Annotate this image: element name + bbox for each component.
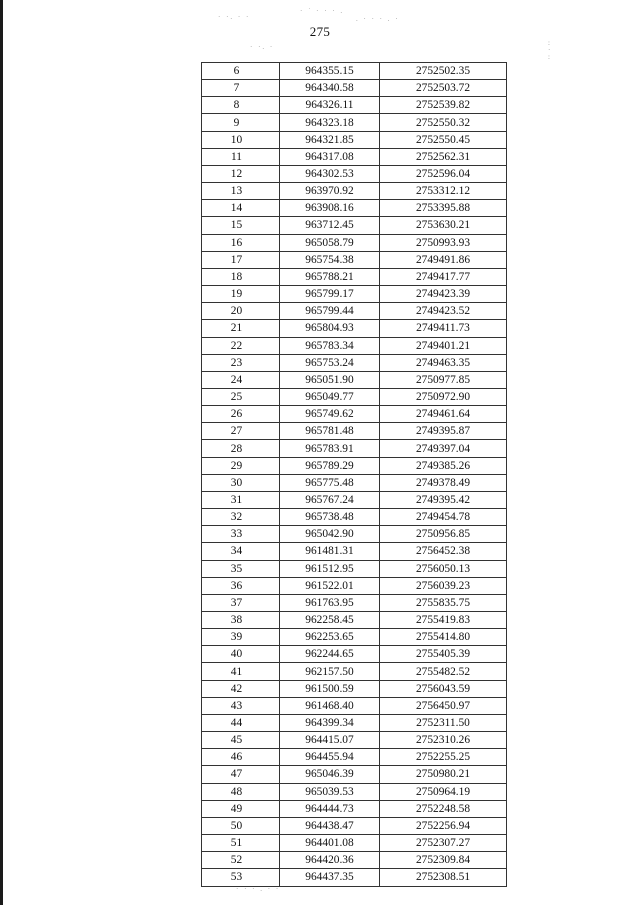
table-row bbox=[202, 474, 507, 491]
x-coordinate-cell: 965754.38 bbox=[280, 251, 380, 268]
y-coordinate-cell: 2753395.88 bbox=[380, 200, 507, 217]
point-number-cell: 48 bbox=[202, 783, 280, 800]
point-number-cell: 28 bbox=[202, 440, 280, 457]
table-row bbox=[202, 817, 507, 834]
x-coordinate-cell: 965046.39 bbox=[280, 766, 380, 783]
point-number-cell: 42 bbox=[202, 680, 280, 697]
x-coordinate-cell: 962157.50 bbox=[280, 663, 380, 680]
table-row bbox=[202, 491, 507, 508]
x-coordinate-cell: 964415.07 bbox=[280, 732, 380, 749]
y-coordinate-cell: 2755835.75 bbox=[380, 594, 507, 611]
point-number-cell: 15 bbox=[202, 217, 280, 234]
y-coordinate-cell: 2756450.97 bbox=[380, 697, 507, 714]
point-number-cell: 13 bbox=[202, 183, 280, 200]
x-coordinate-cell: 964401.08 bbox=[280, 835, 380, 852]
y-coordinate-cell: 2750956.85 bbox=[380, 526, 507, 543]
point-number-cell: 53 bbox=[202, 869, 280, 886]
table-row bbox=[202, 114, 507, 131]
y-coordinate-cell: 2752311.50 bbox=[380, 714, 507, 731]
x-coordinate-cell: 965738.48 bbox=[280, 509, 380, 526]
y-coordinate-cell: 2750993.93 bbox=[380, 234, 507, 251]
table-row bbox=[202, 663, 507, 680]
point-number-cell: 25 bbox=[202, 388, 280, 405]
y-coordinate-cell: 2753312.12 bbox=[380, 183, 507, 200]
x-coordinate-cell: 961481.31 bbox=[280, 543, 380, 560]
y-coordinate-cell: 2749411.73 bbox=[380, 320, 507, 337]
x-coordinate-cell: 964399.34 bbox=[280, 714, 380, 731]
y-coordinate-cell: 2749385.26 bbox=[380, 457, 507, 474]
point-number-cell: 21 bbox=[202, 320, 280, 337]
x-coordinate-cell: 961522.01 bbox=[280, 577, 380, 594]
table-row bbox=[202, 852, 507, 869]
point-number-cell: 41 bbox=[202, 663, 280, 680]
table-row bbox=[202, 268, 507, 285]
x-coordinate-cell: 965051.90 bbox=[280, 371, 380, 388]
point-number-cell: 50 bbox=[202, 817, 280, 834]
y-coordinate-cell: 2749401.21 bbox=[380, 337, 507, 354]
table-row bbox=[202, 526, 507, 543]
point-number-cell: 14 bbox=[202, 200, 280, 217]
x-coordinate-cell: 961763.95 bbox=[280, 594, 380, 611]
x-coordinate-cell: 965781.48 bbox=[280, 423, 380, 440]
x-coordinate-cell: 964455.94 bbox=[280, 749, 380, 766]
scan-artifact: · · · . · · bbox=[236, 885, 281, 893]
table-row bbox=[202, 714, 507, 731]
point-number-cell: 37 bbox=[202, 594, 280, 611]
point-number-cell: 44 bbox=[202, 714, 280, 731]
point-number-cell: 23 bbox=[202, 354, 280, 371]
table-row bbox=[202, 388, 507, 405]
y-coordinate-cell: 2750972.90 bbox=[380, 388, 507, 405]
point-number-cell: 47 bbox=[202, 766, 280, 783]
y-coordinate-cell: 2752307.27 bbox=[380, 835, 507, 852]
point-number-cell: 46 bbox=[202, 749, 280, 766]
table-row bbox=[202, 612, 507, 629]
y-coordinate-cell: 2755414.80 bbox=[380, 629, 507, 646]
table-row bbox=[202, 63, 507, 80]
table-row bbox=[202, 80, 507, 97]
point-number-cell: 32 bbox=[202, 509, 280, 526]
table-row bbox=[202, 337, 507, 354]
table-row bbox=[202, 732, 507, 749]
x-coordinate-cell: 962253.65 bbox=[280, 629, 380, 646]
point-number-cell: 45 bbox=[202, 732, 280, 749]
point-number-cell: 51 bbox=[202, 835, 280, 852]
y-coordinate-cell: 2756043.59 bbox=[380, 680, 507, 697]
y-coordinate-cell: 2749454.78 bbox=[380, 509, 507, 526]
x-coordinate-cell: 965775.48 bbox=[280, 474, 380, 491]
x-coordinate-cell: 965767.24 bbox=[280, 491, 380, 508]
table-row bbox=[202, 406, 507, 423]
x-coordinate-cell: 961512.95 bbox=[280, 560, 380, 577]
y-coordinate-cell: 2756050.13 bbox=[380, 560, 507, 577]
x-coordinate-cell: 965799.44 bbox=[280, 303, 380, 320]
point-number-cell: 39 bbox=[202, 629, 280, 646]
point-number-cell: 35 bbox=[202, 560, 280, 577]
x-coordinate-cell: 963970.92 bbox=[280, 183, 380, 200]
y-coordinate-cell: 2752310.26 bbox=[380, 732, 507, 749]
point-number-cell: 40 bbox=[202, 646, 280, 663]
point-number-cell: 43 bbox=[202, 697, 280, 714]
table-row bbox=[202, 800, 507, 817]
scan-artifact: . · · · . · bbox=[356, 15, 400, 23]
table-row bbox=[202, 217, 507, 234]
table-row bbox=[202, 440, 507, 457]
table-row bbox=[202, 577, 507, 594]
point-number-cell: 8 bbox=[202, 97, 280, 114]
point-number-cell: 30 bbox=[202, 474, 280, 491]
table-row bbox=[202, 543, 507, 560]
point-number-cell: 31 bbox=[202, 491, 280, 508]
scan-left-edge bbox=[0, 0, 3, 905]
y-coordinate-cell: 2749378.49 bbox=[380, 474, 507, 491]
y-coordinate-cell: 2749417.77 bbox=[380, 268, 507, 285]
y-coordinate-cell: 2752503.72 bbox=[380, 80, 507, 97]
scan-artifact: : · : bbox=[548, 39, 553, 61]
y-coordinate-cell: 2756039.23 bbox=[380, 577, 507, 594]
point-number-cell: 38 bbox=[202, 612, 280, 629]
y-coordinate-cell: 2749463.35 bbox=[380, 354, 507, 371]
y-coordinate-cell: 2749423.52 bbox=[380, 303, 507, 320]
y-coordinate-cell: 2749491.86 bbox=[380, 251, 507, 268]
table-row bbox=[202, 594, 507, 611]
point-number-cell: 22 bbox=[202, 337, 280, 354]
point-number-cell: 36 bbox=[202, 577, 280, 594]
point-number-cell: 29 bbox=[202, 457, 280, 474]
point-number-cell: 27 bbox=[202, 423, 280, 440]
table-row bbox=[202, 646, 507, 663]
scan-artifact: · ˙ · · · . bbox=[300, 7, 345, 15]
table-row bbox=[202, 251, 507, 268]
table-row bbox=[202, 783, 507, 800]
x-coordinate-cell: 965049.77 bbox=[280, 388, 380, 405]
x-coordinate-cell: 965753.24 bbox=[280, 354, 380, 371]
point-number-cell: 52 bbox=[202, 852, 280, 869]
point-number-cell: 49 bbox=[202, 800, 280, 817]
y-coordinate-cell: 2750977.85 bbox=[380, 371, 507, 388]
table-row bbox=[202, 320, 507, 337]
table-row bbox=[202, 629, 507, 646]
point-number-cell: 6 bbox=[202, 63, 280, 80]
x-coordinate-cell: 965783.34 bbox=[280, 337, 380, 354]
point-number-cell: 10 bbox=[202, 131, 280, 148]
table-row bbox=[202, 303, 507, 320]
page-number: 275 bbox=[309, 24, 331, 39]
point-number-cell: 17 bbox=[202, 251, 280, 268]
table-row bbox=[202, 835, 507, 852]
y-coordinate-cell: 2755482.52 bbox=[380, 663, 507, 680]
y-coordinate-cell: 2752596.04 bbox=[380, 165, 507, 182]
point-number-cell: 7 bbox=[202, 80, 280, 97]
y-coordinate-cell: 2752502.35 bbox=[380, 63, 507, 80]
point-number-cell: 11 bbox=[202, 148, 280, 165]
y-coordinate-cell: 2755405.39 bbox=[380, 646, 507, 663]
point-number-cell: 34 bbox=[202, 543, 280, 560]
y-coordinate-cell: 2752539.82 bbox=[380, 97, 507, 114]
y-coordinate-cell: 2752309.84 bbox=[380, 852, 507, 869]
table-row bbox=[202, 509, 507, 526]
x-coordinate-cell: 965039.53 bbox=[280, 783, 380, 800]
scan-artifact: · ·. · bbox=[250, 43, 275, 51]
x-coordinate-cell: 965749.62 bbox=[280, 406, 380, 423]
y-coordinate-cell: 2752248.58 bbox=[380, 800, 507, 817]
table-row bbox=[202, 354, 507, 371]
y-coordinate-cell: 2749395.87 bbox=[380, 423, 507, 440]
x-coordinate-cell: 965799.17 bbox=[280, 286, 380, 303]
y-coordinate-cell: 2749397.04 bbox=[380, 440, 507, 457]
y-coordinate-cell: 2752308.51 bbox=[380, 869, 507, 886]
table-row bbox=[202, 423, 507, 440]
y-coordinate-cell: 2752255.25 bbox=[380, 749, 507, 766]
x-coordinate-cell: 964340.58 bbox=[280, 80, 380, 97]
y-coordinate-cell: 2749461.64 bbox=[380, 406, 507, 423]
x-coordinate-cell: 961468.40 bbox=[280, 697, 380, 714]
table-row bbox=[202, 97, 507, 114]
x-coordinate-cell: 963712.45 bbox=[280, 217, 380, 234]
x-coordinate-cell: 964326.11 bbox=[280, 97, 380, 114]
table-row bbox=[202, 183, 507, 200]
x-coordinate-cell: 965058.79 bbox=[280, 234, 380, 251]
point-number-cell: 18 bbox=[202, 268, 280, 285]
x-coordinate-cell: 964355.15 bbox=[280, 63, 380, 80]
y-coordinate-cell: 2752550.45 bbox=[380, 131, 507, 148]
x-coordinate-cell: 963908.16 bbox=[280, 200, 380, 217]
scan-artifact: · ·. · · bbox=[218, 13, 251, 21]
point-number-cell: 19 bbox=[202, 286, 280, 303]
table-row bbox=[202, 697, 507, 714]
coordinates-table bbox=[201, 62, 507, 887]
x-coordinate-cell: 962244.65 bbox=[280, 646, 380, 663]
table-row bbox=[202, 560, 507, 577]
point-number-cell: 12 bbox=[202, 165, 280, 182]
point-number-cell: 16 bbox=[202, 234, 280, 251]
x-coordinate-cell: 964444.73 bbox=[280, 800, 380, 817]
point-number-cell: 9 bbox=[202, 114, 280, 131]
x-coordinate-cell: 965783.91 bbox=[280, 440, 380, 457]
point-number-cell: 20 bbox=[202, 303, 280, 320]
x-coordinate-cell: 964323.18 bbox=[280, 114, 380, 131]
point-number-cell: 26 bbox=[202, 406, 280, 423]
x-coordinate-cell: 961500.59 bbox=[280, 680, 380, 697]
table-row bbox=[202, 680, 507, 697]
y-coordinate-cell: 2750964.19 bbox=[380, 783, 507, 800]
x-coordinate-cell: 964321.85 bbox=[280, 131, 380, 148]
x-coordinate-cell: 964420.36 bbox=[280, 852, 380, 869]
y-coordinate-cell: 2749423.39 bbox=[380, 286, 507, 303]
table-row bbox=[202, 766, 507, 783]
table-row bbox=[202, 749, 507, 766]
x-coordinate-cell: 965789.29 bbox=[280, 457, 380, 474]
table-row bbox=[202, 869, 507, 886]
x-coordinate-cell: 964317.08 bbox=[280, 148, 380, 165]
y-coordinate-cell: 2750980.21 bbox=[380, 766, 507, 783]
x-coordinate-cell: 962258.45 bbox=[280, 612, 380, 629]
y-coordinate-cell: 2752562.31 bbox=[380, 148, 507, 165]
y-coordinate-cell: 2749395.42 bbox=[380, 491, 507, 508]
coordinates-table-body bbox=[202, 63, 507, 887]
x-coordinate-cell: 965788.21 bbox=[280, 268, 380, 285]
y-coordinate-cell: 2752256.94 bbox=[380, 817, 507, 834]
table-row bbox=[202, 131, 507, 148]
point-number-cell: 33 bbox=[202, 526, 280, 543]
x-coordinate-cell: 965804.93 bbox=[280, 320, 380, 337]
y-coordinate-cell: 2752550.32 bbox=[380, 114, 507, 131]
point-number-cell: 24 bbox=[202, 371, 280, 388]
table-row bbox=[202, 286, 507, 303]
table-row bbox=[202, 371, 507, 388]
x-coordinate-cell: 965042.90 bbox=[280, 526, 380, 543]
x-coordinate-cell: 964438.47 bbox=[280, 817, 380, 834]
y-coordinate-cell: 2755419.83 bbox=[380, 612, 507, 629]
table-row bbox=[202, 165, 507, 182]
table-row bbox=[202, 234, 507, 251]
table-row bbox=[202, 200, 507, 217]
table-row bbox=[202, 457, 507, 474]
x-coordinate-cell: 964302.53 bbox=[280, 165, 380, 182]
y-coordinate-cell: 2753630.21 bbox=[380, 217, 507, 234]
table-row bbox=[202, 148, 507, 165]
x-coordinate-cell: 964437.35 bbox=[280, 869, 380, 886]
y-coordinate-cell: 2756452.38 bbox=[380, 543, 507, 560]
